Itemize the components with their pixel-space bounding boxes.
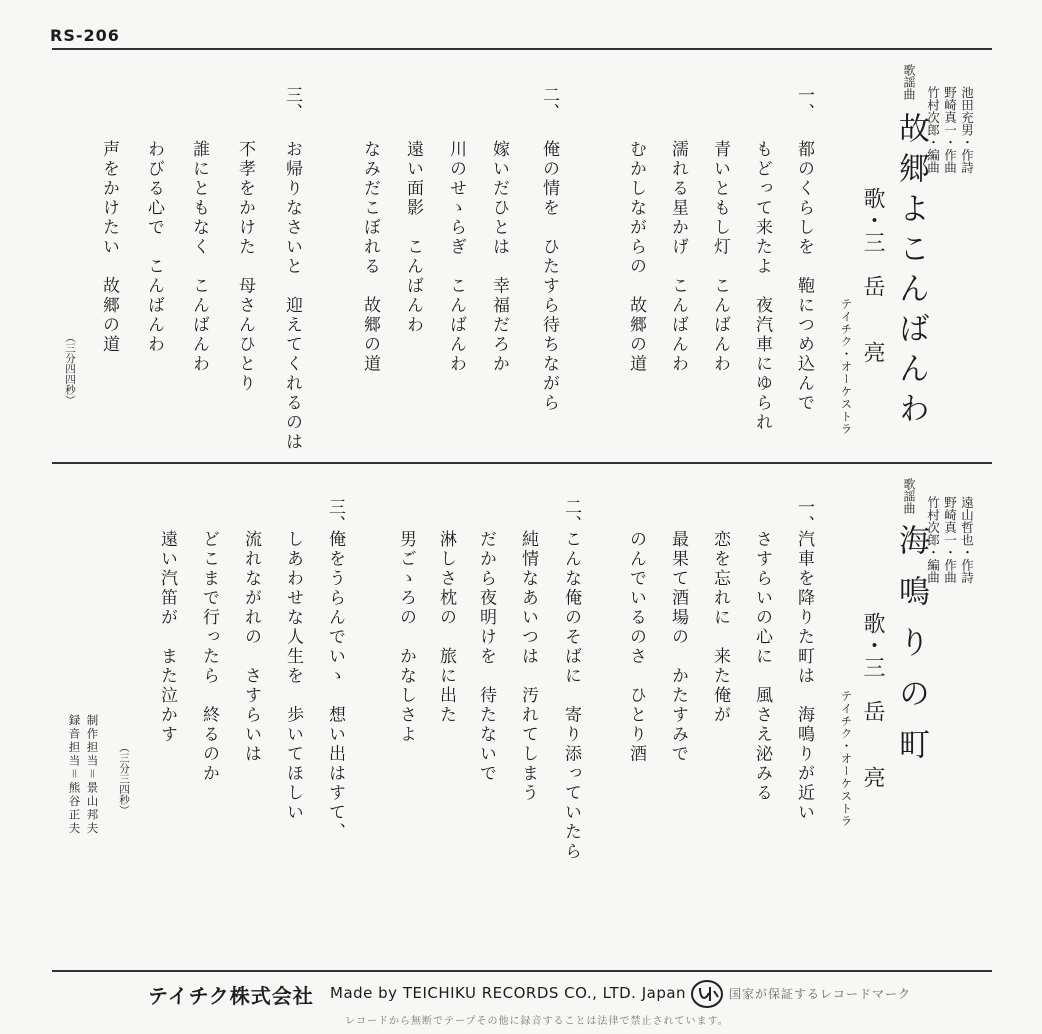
song-2-orchestra: テイチク・オーケストラ [839, 690, 854, 828]
song-1-verse-2-line: 俺の情を ひたすら待ちながら [539, 140, 559, 413]
song-1-verse-2-line: 遠い面影 こんばんわ [403, 140, 423, 335]
song-2-verse-2-line: だから夜明けを 待たないで [476, 530, 496, 784]
song-1-credit-music: 野崎真一・作曲 [942, 86, 958, 174]
song-1-verse-1-number: 一、 [794, 86, 814, 120]
bottom-rule [52, 970, 992, 972]
company-logo-text: テイチク株式会社 [148, 984, 314, 1008]
song-2-verse-3-line: 流れながれの さすらいは [241, 530, 261, 764]
catalog-number: RS-206 [50, 26, 120, 45]
song-1-verse-1-line: 都のくらしを 鞄につめ込んで [794, 140, 814, 413]
song-2-verse-3-line: 俺をうらんでいゝ 想い出はすて、 [325, 530, 345, 842]
song-2-verse-2-line: 淋しさ枕の 旅に出た [436, 530, 456, 725]
song-2-verse-1-line: さすらいの心に 風さえ泌みる [752, 530, 772, 803]
song-2-verse-1-line: のんでいるのさ ひとり酒 [626, 530, 646, 764]
song-2-verse-3-number: 三、 [325, 498, 345, 532]
song-1-verse-3-number: 三、 [282, 86, 302, 120]
song-2-duration: （三分三四秒） [118, 742, 130, 816]
song-1-verse-3-line: 不孝をかけた 母さんひとり [235, 140, 255, 394]
song-1-verse-1-line: 青いともし灯 こんばんわ [710, 140, 730, 374]
song-2-title: 海鳴りの町 [893, 524, 929, 779]
song-1-verse-2-line: 川のせゝらぎ こんばんわ [446, 140, 466, 374]
song-1-verse-3-line: お帰りなさいと 迎えてくれるのは [282, 140, 302, 452]
made-by-text: Made by TEICHIKU RECORDS CO., LTD. Japan [330, 984, 687, 1002]
song-2-verse-2-line: 純情なあいつは 汚れてしまう [518, 530, 538, 803]
song-1-verse-1-line: もどって来たよ 夜汽車にゆられ [752, 140, 772, 433]
song-2-verse-3-line: 遠い汽笛が また泣かす [157, 530, 177, 745]
song-1-verse-3-line: 声をかけたい 故郷の道 [99, 140, 119, 355]
song-1-title: 故郷よこんばんわ [893, 112, 929, 432]
copyright-notice: レコードから無断でテープその他に録音することは法律で禁止されています。 [345, 1016, 729, 1027]
jis-mark-icon [690, 979, 724, 1013]
song-2-verse-2-line: 男ごゝろの かなしさよ [396, 530, 416, 745]
song-2-verse-3-line: しあわせな人生を 歩いてほしい [283, 530, 303, 823]
song-2-singer: 歌・三 岳 亮 [860, 612, 885, 788]
song-2-verse-2-line: こんな俺のそばに 寄り添っていたら [561, 530, 581, 862]
middle-rule [52, 462, 992, 464]
top-rule [52, 48, 992, 50]
song-2-verse-3-line: どこまで行ったら 終るのか [199, 530, 219, 784]
song-2-verse-1-line: 最果て酒場の かたすみで [668, 530, 688, 764]
song-2-credit-music: 野崎真一・作曲 [942, 496, 958, 584]
song-1-verse-2-number: 二、 [539, 86, 559, 120]
song-1-verse-2-line: 嫁いだひとは 幸福だろか [489, 140, 509, 374]
song-2-genre: 歌謡曲 [902, 478, 916, 514]
song-1-genre: 歌謡曲 [902, 64, 916, 100]
song-2-verse-1-line: 恋を忘れに 来た俺が [710, 530, 730, 725]
song-1-credit-arrangement: 竹村次郎・編曲 [925, 86, 941, 174]
song-1-orchestra: テイチク・オーケストラ [839, 298, 854, 436]
song-1-credit-lyrics: 池田充男・作詩 [959, 86, 975, 174]
song-1-singer: 歌・三 岳 亮 [860, 187, 885, 363]
song-1-verse-3-line: わびる心で こんばんわ [144, 140, 164, 355]
staff-production: 制作担当＝景山邦夫 [85, 714, 100, 836]
song-1-verse-1-line: 濡れる星かげ こんばんわ [668, 140, 688, 374]
song-1-verse-2-line: なみだこぼれる 故郷の道 [360, 140, 380, 374]
song-2-verse-1-number: 一、 [794, 498, 814, 532]
staff-recording: 録音担当＝熊谷正夫 [67, 714, 82, 836]
song-2-verse-1-line: 汽車を降りた町は 海鳴りが近い [794, 530, 814, 823]
song-1-verse-3-line: 誰にともなく こんばんわ [189, 140, 209, 374]
song-1-verse-1-line: むかしながらの 故郷の道 [626, 140, 646, 374]
song-2-credit-arrangement: 竹村次郎・編曲 [925, 496, 941, 584]
song-2-verse-2-number: 二、 [561, 498, 581, 532]
song-2-credit-lyrics: 遠山哲也・作詩 [959, 496, 975, 584]
jis-mark-text: 国家が保証するレコードマーク [729, 987, 912, 1001]
song-1-duration: （三分四四秒） [64, 332, 76, 406]
